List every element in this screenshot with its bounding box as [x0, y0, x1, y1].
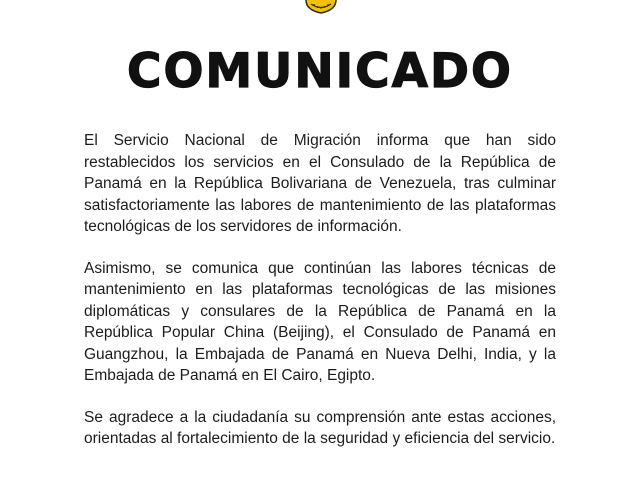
paragraph-3: Se agradece a la ciudadanía su comprensión ante estas acciones, orientadas al fortalecimiento de la seguridad y eficiencia del servicio. [84, 408, 556, 447]
document-body [84, 130, 556, 470]
document-title: COMUNICADO [126, 44, 514, 99]
shield-logo-icon [304, 0, 338, 14]
paragraph-2: Asimismo, se comunica que continúan las labores técnicas de mantenimiento en las plataformas tecnológicas de las misiones diplomáticas y consulares de la República de Panamá en la República Popular China (Beijing), el Consulado de Panamá en Guangzhou, la Embajada de Panamá en Nueva Delhi, India, y la Embajada de Panamá en El Cairo, Egipto. [84, 259, 556, 384]
paragraph-1: El Servicio Nacional de Migración informa que han sido restablecidos los servicios en el Consulado de la República de Panamá en la República Bolivariana de Venezuela, tras culminar satisfactoriamente las labores de mantenimiento de las plataformas tecnológicas de los servidores de información. [84, 132, 556, 235]
